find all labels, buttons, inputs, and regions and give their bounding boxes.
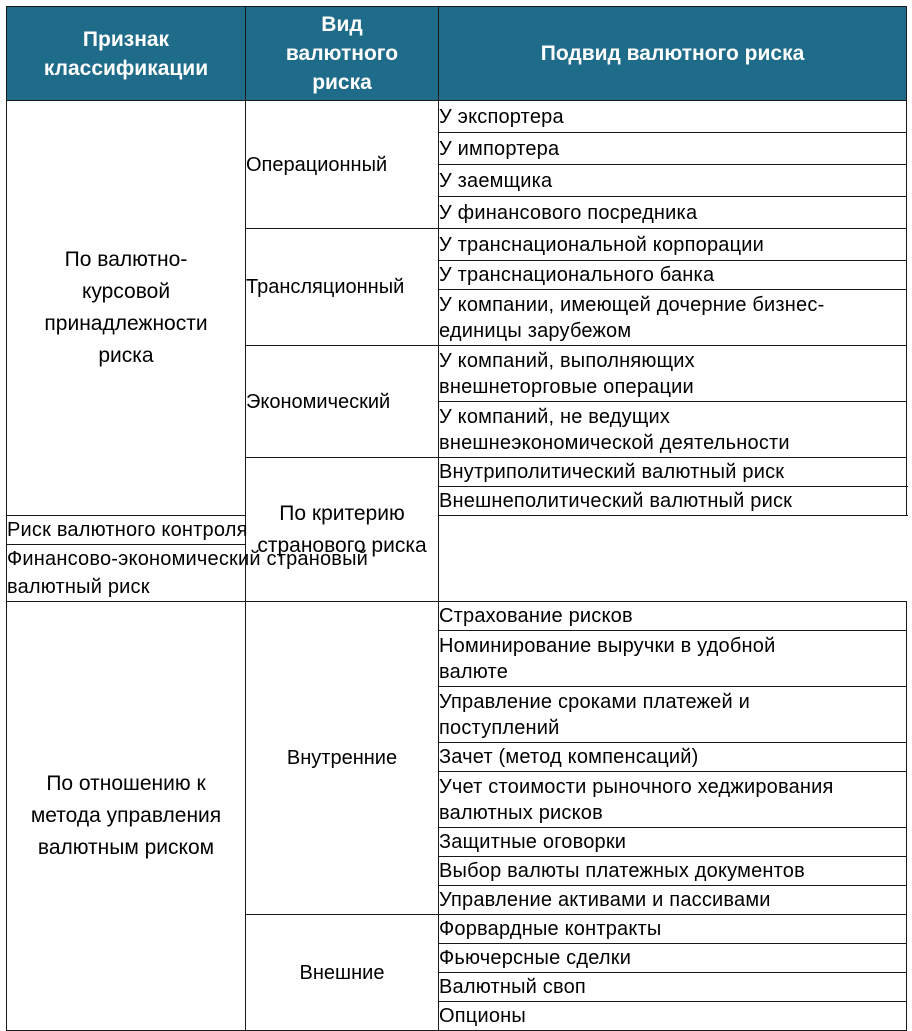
country-risk-item: Финансово-экономический страновый валютный риск (7, 545, 439, 602)
country-risk-item: Риск валютного контроля (7, 516, 439, 545)
kind-operational: Операционный (246, 101, 439, 229)
subtype-cell: У заемщика (439, 165, 907, 197)
subtype-cell: У транснационального банка (439, 261, 907, 290)
subtype-cell: У импортера (439, 133, 907, 165)
table-row (7, 516, 907, 545)
kind-internal: Внутренние (246, 602, 439, 915)
subtype-cell: Валютный своп (439, 973, 907, 1002)
category-exchange-rate: По валютно- курсовой принадлежности риска (7, 101, 246, 516)
subtype-cell: Страхование рисков (439, 602, 907, 631)
subtype-cell: Учет стоимости рыночного хеджирования валютных рисков (439, 772, 907, 828)
table-row (7, 602, 907, 631)
header-risk-type: Вид валютного риска (246, 7, 439, 101)
header-risk-subtype: Подвид валютного риска (439, 7, 907, 101)
kind-external: Внешние (246, 915, 439, 1031)
category-management-method: По отношению к метода управления валютным риском (7, 602, 246, 1031)
subtype-cell: Номинирование выручки в удобной валюте (439, 631, 907, 687)
subtype-cell: У компаний, выполняющих внешнеторговые операции (439, 346, 907, 402)
subtype-cell: У компаний, не ведущих внешнеэкономической деятельности (439, 402, 907, 458)
subtype-cell: Защитные оговорки (439, 828, 907, 857)
subtype-cell: У транснациональной корпорации (439, 229, 907, 261)
country-risk-item: Внешнеполитический валютный риск (439, 487, 907, 516)
subtype-cell: Выбор валюты платежных документов (439, 857, 907, 886)
category-country-risk: По критерию странового риска (246, 458, 439, 602)
subtype-cell: Зачет (метод компенсаций) (439, 743, 907, 772)
subtype-cell: Форвардные контракты (439, 915, 907, 944)
subtype-cell: У компании, имеющей дочерние бизнес- единицы зарубежом (439, 290, 907, 346)
subtype-cell: У финансового посредника (439, 197, 907, 229)
table-row (7, 545, 907, 602)
currency-risk-classification-table (6, 6, 907, 1031)
kind-translational: Трансляционный (246, 229, 439, 346)
subtype-cell: Управление активами и пассивами (439, 886, 907, 915)
subtype-cell: Опционы (439, 1002, 907, 1031)
header-classification-criterion: Признак классификации (7, 7, 246, 101)
subtype-cell: Фьючерсные сделки (439, 944, 907, 973)
table-header-row (7, 7, 907, 101)
country-risk-item: Внутриполитический валютный риск (439, 458, 907, 487)
table-row (7, 101, 907, 133)
subtype-cell: Управление сроками платежей и поступлений (439, 687, 907, 743)
kind-economic: Экономический (246, 346, 439, 458)
subtype-cell: У экспортера (439, 101, 907, 133)
